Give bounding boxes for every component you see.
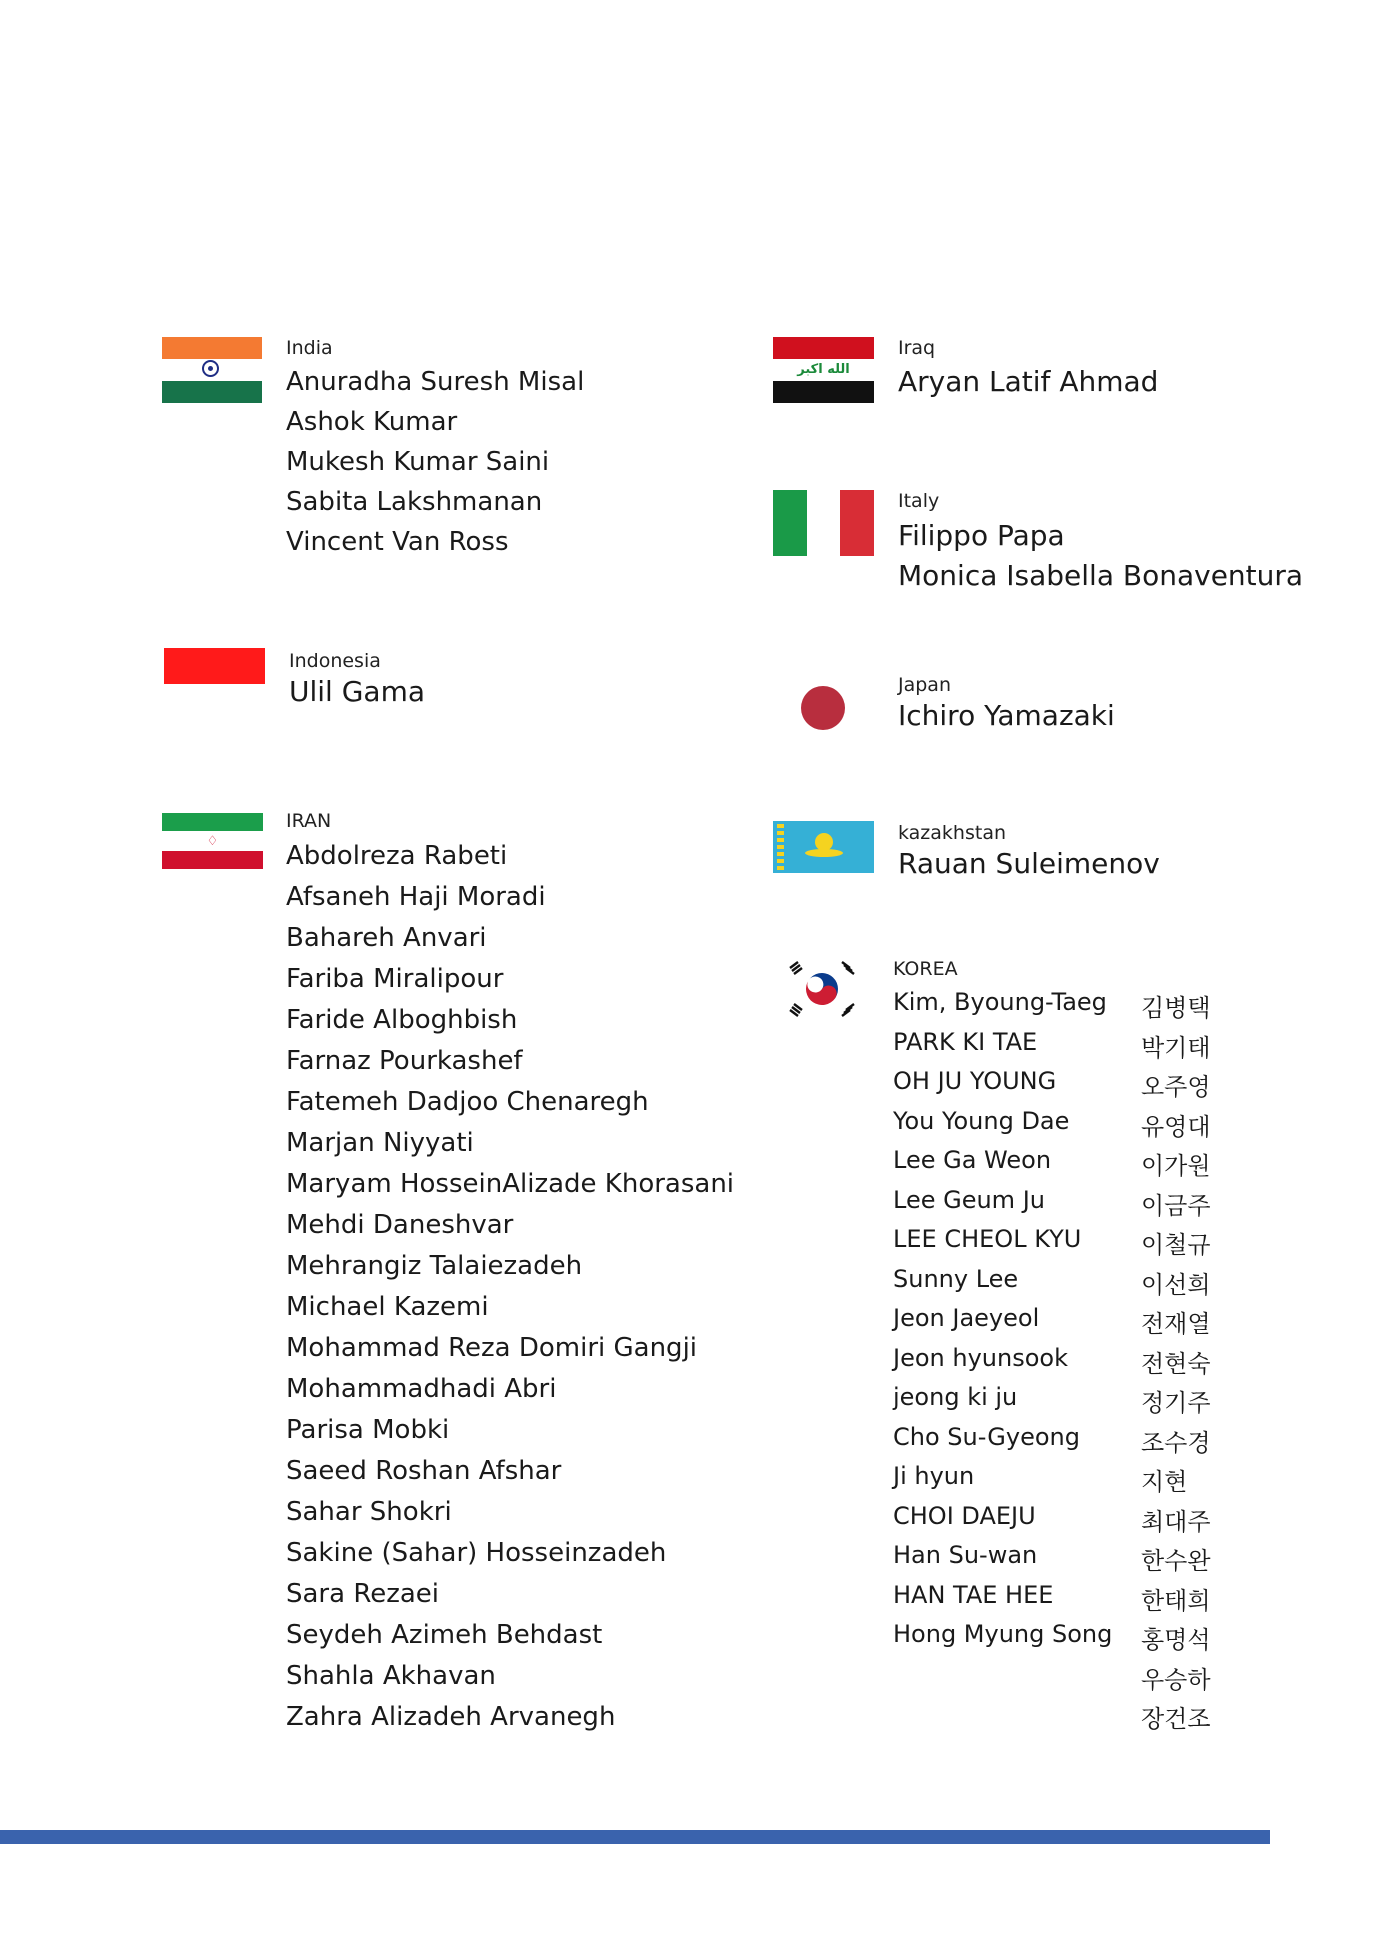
person-name: Mukesh Kumar Saini xyxy=(286,447,550,477)
kazakhstan-flag-icon xyxy=(773,821,874,873)
person-name: Monica Isabella Bonaventura xyxy=(898,559,1304,592)
name-korean: 조수경 xyxy=(1141,1428,1211,1457)
name-korean: 이선희 xyxy=(1141,1270,1211,1299)
name-english: Lee Ga Weon xyxy=(893,1146,1052,1174)
name-korean: 전재열 xyxy=(1141,1310,1211,1338)
table-row xyxy=(893,1146,1293,1185)
table-row xyxy=(893,1620,1293,1659)
name-korean: 우승하 xyxy=(1141,1665,1211,1694)
person-name: Bahareh Anvari xyxy=(286,923,487,953)
table-row xyxy=(893,1581,1293,1620)
country-label-kazakhstan: kazakhstan xyxy=(898,822,1007,844)
table-row xyxy=(893,1186,1293,1225)
indonesia-flag-icon xyxy=(164,648,265,684)
name-english: Kim, Byoung-Taeg xyxy=(893,988,1107,1016)
name-korean: 최대주 xyxy=(1141,1507,1211,1536)
name-english: LEE CHEOL KYU xyxy=(893,1225,1082,1253)
name-english: jeong ki ju xyxy=(893,1383,1018,1411)
person-name: Mehrangiz Talaiezadeh xyxy=(286,1251,583,1281)
table-row xyxy=(893,1107,1293,1146)
iran-names-list xyxy=(286,836,734,1738)
name-korean: 박기태 xyxy=(1141,1033,1211,1062)
person-name: Mohammad Reza Domiri Gangji xyxy=(286,1333,698,1363)
person-name: Saeed Roshan Afshar xyxy=(286,1456,562,1486)
person-name: Sahar Shokri xyxy=(286,1497,452,1527)
indonesia-names-list xyxy=(289,672,425,712)
person-name: Zahra Alizadeh Arvanegh xyxy=(286,1702,616,1732)
name-english: Jeon Jaeyeol xyxy=(893,1304,1040,1332)
italy-flag-icon xyxy=(773,490,874,556)
table-row xyxy=(893,1383,1293,1422)
person-name: Afsaneh Haji Moradi xyxy=(286,882,546,912)
person-name: Maryam HosseinAlizade Khorasani xyxy=(286,1169,735,1199)
table-row xyxy=(893,1225,1293,1264)
italy-names-list xyxy=(898,516,1303,596)
country-label-italy: Italy xyxy=(898,490,940,512)
name-korean: 홍명석 xyxy=(1141,1626,1211,1654)
korea-flag-icon xyxy=(786,958,858,1020)
person-name: Sakine (Sahar) Hosseinzadeh xyxy=(286,1538,667,1568)
table-row xyxy=(893,1344,1293,1383)
person-name: Seydeh Azimeh Behdast xyxy=(286,1620,603,1650)
iraq-flag-inscription: الله اكبر xyxy=(797,362,850,377)
person-name: Ichiro Yamazaki xyxy=(898,699,1115,732)
table-row xyxy=(893,1699,1293,1738)
country-label-iran: IRAN xyxy=(286,810,332,832)
table-row xyxy=(893,1028,1293,1067)
person-name: Filippo Papa xyxy=(898,519,1065,552)
table-row xyxy=(893,1462,1293,1501)
name-english: HAN TAE HEE xyxy=(893,1580,1054,1609)
name-english: Lee Geum Ju xyxy=(893,1185,1045,1214)
table-row xyxy=(893,1541,1293,1580)
name-korean: 이가원 xyxy=(1141,1152,1211,1180)
country-label-iraq: Iraq xyxy=(898,337,936,359)
name-english: OH JU YOUNG xyxy=(893,1067,1057,1095)
name-korean: 이금주 xyxy=(1141,1191,1211,1220)
footer-accent-bar xyxy=(0,1830,1270,1844)
name-english: Ji hyun xyxy=(893,1462,975,1490)
person-name: Mohammadhadi Abri xyxy=(286,1374,557,1404)
name-english: Han Su-wan xyxy=(893,1541,1038,1569)
table-row xyxy=(893,1067,1293,1106)
india-names-list xyxy=(286,362,584,562)
person-name: Fatemeh Dadjoo Chenaregh xyxy=(286,1087,649,1117)
name-english: CHOI DAEJU xyxy=(893,1501,1036,1530)
iraq-names-list xyxy=(898,362,1158,402)
iran-flag-icon: ♢ xyxy=(162,813,263,869)
table-row xyxy=(893,1423,1293,1462)
country-label-korea: KOREA xyxy=(893,958,958,980)
person-name: Sara Rezaei xyxy=(286,1579,440,1609)
name-korean: 오주영 xyxy=(1141,1073,1211,1101)
person-name: Sabita Lakshmanan xyxy=(286,487,543,517)
person-name: Ulil Gama xyxy=(289,675,426,708)
table-row xyxy=(893,1265,1293,1304)
kazakhstan-names-list xyxy=(898,844,1160,884)
name-korean: 유영대 xyxy=(1141,1112,1211,1141)
name-english: Hong Myung Song xyxy=(893,1620,1113,1648)
iraq-flag-icon xyxy=(773,337,874,403)
person-name: Mehdi Daneshvar xyxy=(286,1210,514,1240)
name-english: Sunny Lee xyxy=(893,1264,1019,1293)
name-english: You Young Dae xyxy=(893,1106,1070,1135)
person-name: Shahla Akhavan xyxy=(286,1661,496,1691)
person-name: Abdolreza Rabeti xyxy=(286,841,508,871)
person-name: Aryan Latif Ahmad xyxy=(898,365,1159,398)
table-row xyxy=(893,1660,1293,1699)
person-name: Fariba Miralipour xyxy=(286,964,504,994)
name-english: PARK KI TAE xyxy=(893,1027,1038,1056)
korea-names-table xyxy=(893,988,1293,1748)
person-name: Michael Kazemi xyxy=(286,1292,489,1322)
person-name: Parisa Mobki xyxy=(286,1415,450,1445)
name-korean: 장건조 xyxy=(1141,1705,1211,1733)
india-flag-icon xyxy=(162,337,262,403)
name-korean: 전현숙 xyxy=(1141,1349,1211,1378)
country-label-japan: Japan xyxy=(898,674,951,696)
name-korean: 이철규 xyxy=(1141,1231,1211,1259)
person-name: Faride Alboghbish xyxy=(286,1005,518,1035)
japan-flag-icon xyxy=(773,675,874,741)
name-english: Cho Su-Gyeong xyxy=(893,1422,1080,1451)
person-name: Ashok Kumar xyxy=(286,407,458,437)
table-row xyxy=(893,988,1293,1027)
name-english: Jeon hyunsook xyxy=(893,1343,1068,1372)
name-korean: 김병택 xyxy=(1141,994,1211,1022)
name-korean: 지현 xyxy=(1141,1468,1188,1496)
person-name: Rauan Suleimenov xyxy=(898,847,1160,880)
table-row xyxy=(893,1502,1293,1541)
table-row xyxy=(893,1304,1293,1343)
name-korean: 정기주 xyxy=(1141,1389,1211,1417)
name-korean: 한수완 xyxy=(1141,1547,1211,1575)
country-label-india: India xyxy=(286,337,333,359)
person-name: Anuradha Suresh Misal xyxy=(286,367,585,397)
name-korean: 한태희 xyxy=(1141,1586,1211,1615)
person-name: Marjan Niyyati xyxy=(286,1128,474,1158)
japan-names-list xyxy=(898,696,1115,736)
person-name: Vincent Van Ross xyxy=(286,527,509,557)
person-name: Farnaz Pourkashef xyxy=(286,1046,523,1076)
country-label-indonesia: Indonesia xyxy=(289,650,381,672)
